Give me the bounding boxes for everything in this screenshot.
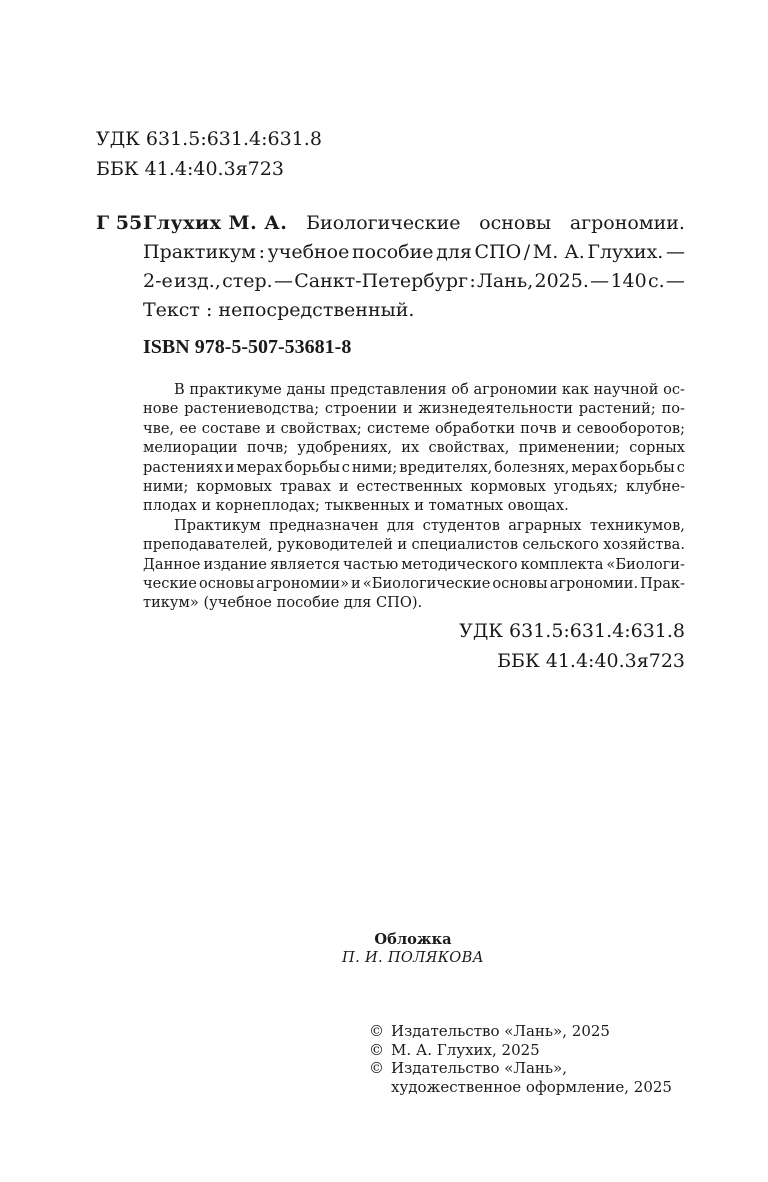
annotation-line <box>143 535 685 554</box>
copyright-line <box>369 1041 672 1060</box>
annotation-line <box>143 496 685 515</box>
cover-artist: П. И. ПОЛЯКОВА <box>342 949 484 966</box>
annotation-word: борьбы <box>619 458 675 476</box>
annotation-word: предназначен <box>269 516 379 534</box>
biblio-word: : <box>469 270 476 292</box>
annotation-word: жизнедеятельности <box>418 400 573 418</box>
biblio-word: пособие <box>351 241 434 263</box>
biblio-word: с. <box>647 270 665 292</box>
annotation-word: и <box>351 575 361 593</box>
copyright-symbol: © <box>369 1040 384 1059</box>
annotation-word: В <box>174 381 185 398</box>
bibliographic-description <box>143 209 685 325</box>
annotation-word: составе <box>201 419 261 437</box>
annotation-word: ее <box>179 419 197 437</box>
annotation-word: растениях <box>143 458 223 476</box>
biblio-word: 2-е <box>143 270 173 292</box>
annotation-word: руководителей <box>277 536 394 554</box>
annotation-word: и <box>338 478 349 496</box>
biblio-word: учебное <box>267 241 350 263</box>
annotation-word: чве, <box>143 419 175 437</box>
udk-code: УДК 631.5:631.4:631.8 <box>459 620 685 642</box>
annotation-word: тикум» <box>143 594 199 612</box>
annotation-word: Прак- <box>640 575 685 593</box>
annotation-word: строении <box>324 400 398 418</box>
annotation-word: «Биологи- <box>606 555 685 573</box>
annotation-line <box>143 399 685 418</box>
annotation-word: системе <box>367 419 430 437</box>
annotation-word: и <box>224 458 235 476</box>
annotation-paragraph-1 <box>143 380 685 516</box>
biblio-line-4: Текст : непосредственный. <box>143 299 415 321</box>
annotation-word: сельского <box>522 536 599 554</box>
biblio-word: Практикум <box>143 241 256 263</box>
copyright-line <box>369 1022 672 1041</box>
udk-code: УДК 631.5:631.4:631.8 <box>96 128 322 150</box>
biblio-word: для <box>436 241 472 263</box>
classification-codes-bottom <box>385 616 685 676</box>
annotation-word: даны <box>286 381 326 398</box>
annotation-word: и <box>561 419 572 437</box>
annotation-word: ческие <box>143 575 197 593</box>
annotation-word: Данное <box>143 555 201 573</box>
annotation-word: удобрениях, <box>297 439 393 457</box>
annotation-word: тыквенных <box>324 497 410 515</box>
annotation-word: об <box>451 381 469 398</box>
annotation-word: применении; <box>518 439 620 457</box>
annotation-word: почв <box>520 419 557 437</box>
annotation-word: угодьях; <box>553 478 619 496</box>
biblio-word: — <box>590 270 610 292</box>
biblio-word: — <box>273 270 293 292</box>
annotation-word: как <box>561 381 589 398</box>
annotation-word: сорных <box>629 439 685 457</box>
annotation-word: для <box>386 516 415 534</box>
annotation-word: кормовых <box>196 478 272 496</box>
annotation-word: «Биологические <box>362 575 491 593</box>
biblio-word: — <box>665 241 685 263</box>
annotation-word: по- <box>661 400 685 418</box>
biblio-line-2 <box>143 238 685 267</box>
biblio-word: изд., <box>174 270 221 292</box>
annotation-word: специалистов <box>411 536 519 554</box>
copyright-text: М. А. Глухих, 2025 <box>391 1040 540 1059</box>
biblio-line-3 <box>143 267 685 296</box>
annotation-word: кормовых <box>470 478 546 496</box>
annotation-word: растениеводства; <box>184 400 320 418</box>
biblio-word: / <box>523 241 531 263</box>
annotation-word: мерах <box>236 458 283 476</box>
annotation-word: мерах <box>571 458 618 476</box>
annotation-word: обработки <box>434 419 516 437</box>
annotation-line <box>143 419 685 438</box>
annotation-word: является <box>269 555 340 573</box>
annotation-word: аграрных <box>508 516 582 534</box>
annotation-word: корнеплодах; <box>215 497 320 515</box>
annotation-word: частью <box>342 555 399 573</box>
annotation-word: и <box>414 497 424 515</box>
annotation-word: научной <box>593 381 659 398</box>
author-mark: Г 55 <box>96 212 143 234</box>
annotation-line <box>143 574 685 593</box>
annotation-word: и <box>201 497 212 515</box>
biblio-word: основы <box>479 212 552 234</box>
annotation-line <box>143 555 685 574</box>
biblio-word: — <box>665 270 685 292</box>
annotation-word: болезнях, <box>494 458 570 476</box>
biblio-word: 140 <box>610 270 647 292</box>
bbk-code: ББК 41.4:40.3я723 <box>96 158 284 180</box>
annotation-word: свойствах, <box>428 439 510 457</box>
annotation-word: основы <box>492 575 548 593</box>
annotation-line <box>143 458 685 477</box>
annotation-word: почв; <box>246 439 289 457</box>
annotation-word: с <box>676 458 685 476</box>
annotation-word: и <box>397 536 408 554</box>
biblio-word: М. А. <box>532 241 585 263</box>
copyright-symbol: © <box>369 1022 384 1040</box>
annotation-word: овощах. <box>507 497 569 515</box>
annotation-word: ос- <box>663 381 685 398</box>
annotation-word: техникумов, <box>589 516 685 534</box>
annotation-word: Практикум <box>174 516 261 534</box>
biblio-word: Санкт-Петербург <box>294 270 469 292</box>
isbn: ISBN 978-5-507-53681-8 <box>143 336 352 358</box>
annotation-word: мелиорации <box>143 439 238 457</box>
annotation <box>143 380 685 613</box>
biblio-word: Глухих. <box>587 241 664 263</box>
copyright-block <box>369 1022 672 1096</box>
classification-codes-top <box>96 124 322 184</box>
annotation-word: и <box>402 400 413 418</box>
annotation-word: агрономии» <box>256 575 350 593</box>
annotation-word: севооборотов; <box>576 419 685 437</box>
annotation-word: комплекта <box>520 555 604 573</box>
annotation-line <box>143 516 685 535</box>
biblio-line-1 <box>143 209 685 238</box>
annotation-word: с <box>341 458 350 476</box>
annotation-word: вредителях, <box>399 458 493 476</box>
annotation-word: агрономии. <box>549 575 639 593</box>
bbk-code: ББК 41.4:40.3я723 <box>497 650 685 672</box>
annotation-word: нове <box>143 400 179 418</box>
annotation-word: клубне- <box>625 478 685 496</box>
annotation-word: растений; <box>578 400 656 418</box>
annotation-word: томатных <box>428 497 504 515</box>
annotation-line <box>143 438 685 457</box>
annotation-line <box>143 593 685 612</box>
annotation-word: методического <box>401 555 518 573</box>
annotation-word: представления <box>330 381 447 398</box>
annotation-word: студентов <box>422 516 500 534</box>
copyright-continuation: художественное оформление, 2025 <box>391 1077 672 1096</box>
biblio-word: : <box>258 241 265 263</box>
annotation-line <box>143 380 685 399</box>
copyright-text: Издательство «Лань», <box>391 1059 568 1077</box>
copyright-line <box>369 1059 672 1078</box>
annotation-word: плодах <box>143 497 197 515</box>
annotation-word: агрономии <box>473 381 558 398</box>
annotation-word: преподавателей, <box>143 536 273 554</box>
annotation-word: ними; <box>351 458 398 476</box>
annotation-word: основы <box>198 575 255 593</box>
annotation-word: практикуме <box>189 381 282 398</box>
annotation-line <box>143 477 685 496</box>
annotation-word: СПО). <box>375 594 423 612</box>
annotation-word: хозяйства. <box>603 536 685 554</box>
annotation-word: их <box>401 439 420 457</box>
annotation-word: естественных <box>356 478 463 496</box>
annotation-word: борьбы <box>284 458 340 476</box>
biblio-word: Лань, <box>477 270 534 292</box>
annotation-word: травах <box>279 478 331 496</box>
biblio-word: 2025. <box>534 270 589 292</box>
annotation-word: издание <box>203 555 267 573</box>
biblio-word: Биологические <box>306 212 461 234</box>
annotation-word: свойствах; <box>280 419 362 437</box>
annotation-word: для <box>343 594 372 612</box>
copyright-text: Издательство «Лань», 2025 <box>391 1022 610 1040</box>
annotation-word: (учебное <box>203 594 272 612</box>
annotation-paragraph-2 <box>143 516 685 613</box>
copyright-symbol: © <box>369 1059 384 1077</box>
biblio-author: Глухих М. А. <box>143 212 288 234</box>
cover-label: Обложка <box>374 931 452 948</box>
biblio-word: стер. <box>222 270 273 292</box>
cover-credit <box>300 931 526 967</box>
annotation-word: ними; <box>143 478 189 496</box>
annotation-word: и <box>265 419 276 437</box>
biblio-word: агрономии. <box>569 212 685 234</box>
annotation-word: пособие <box>276 594 340 612</box>
biblio-word: СПО <box>474 241 522 263</box>
